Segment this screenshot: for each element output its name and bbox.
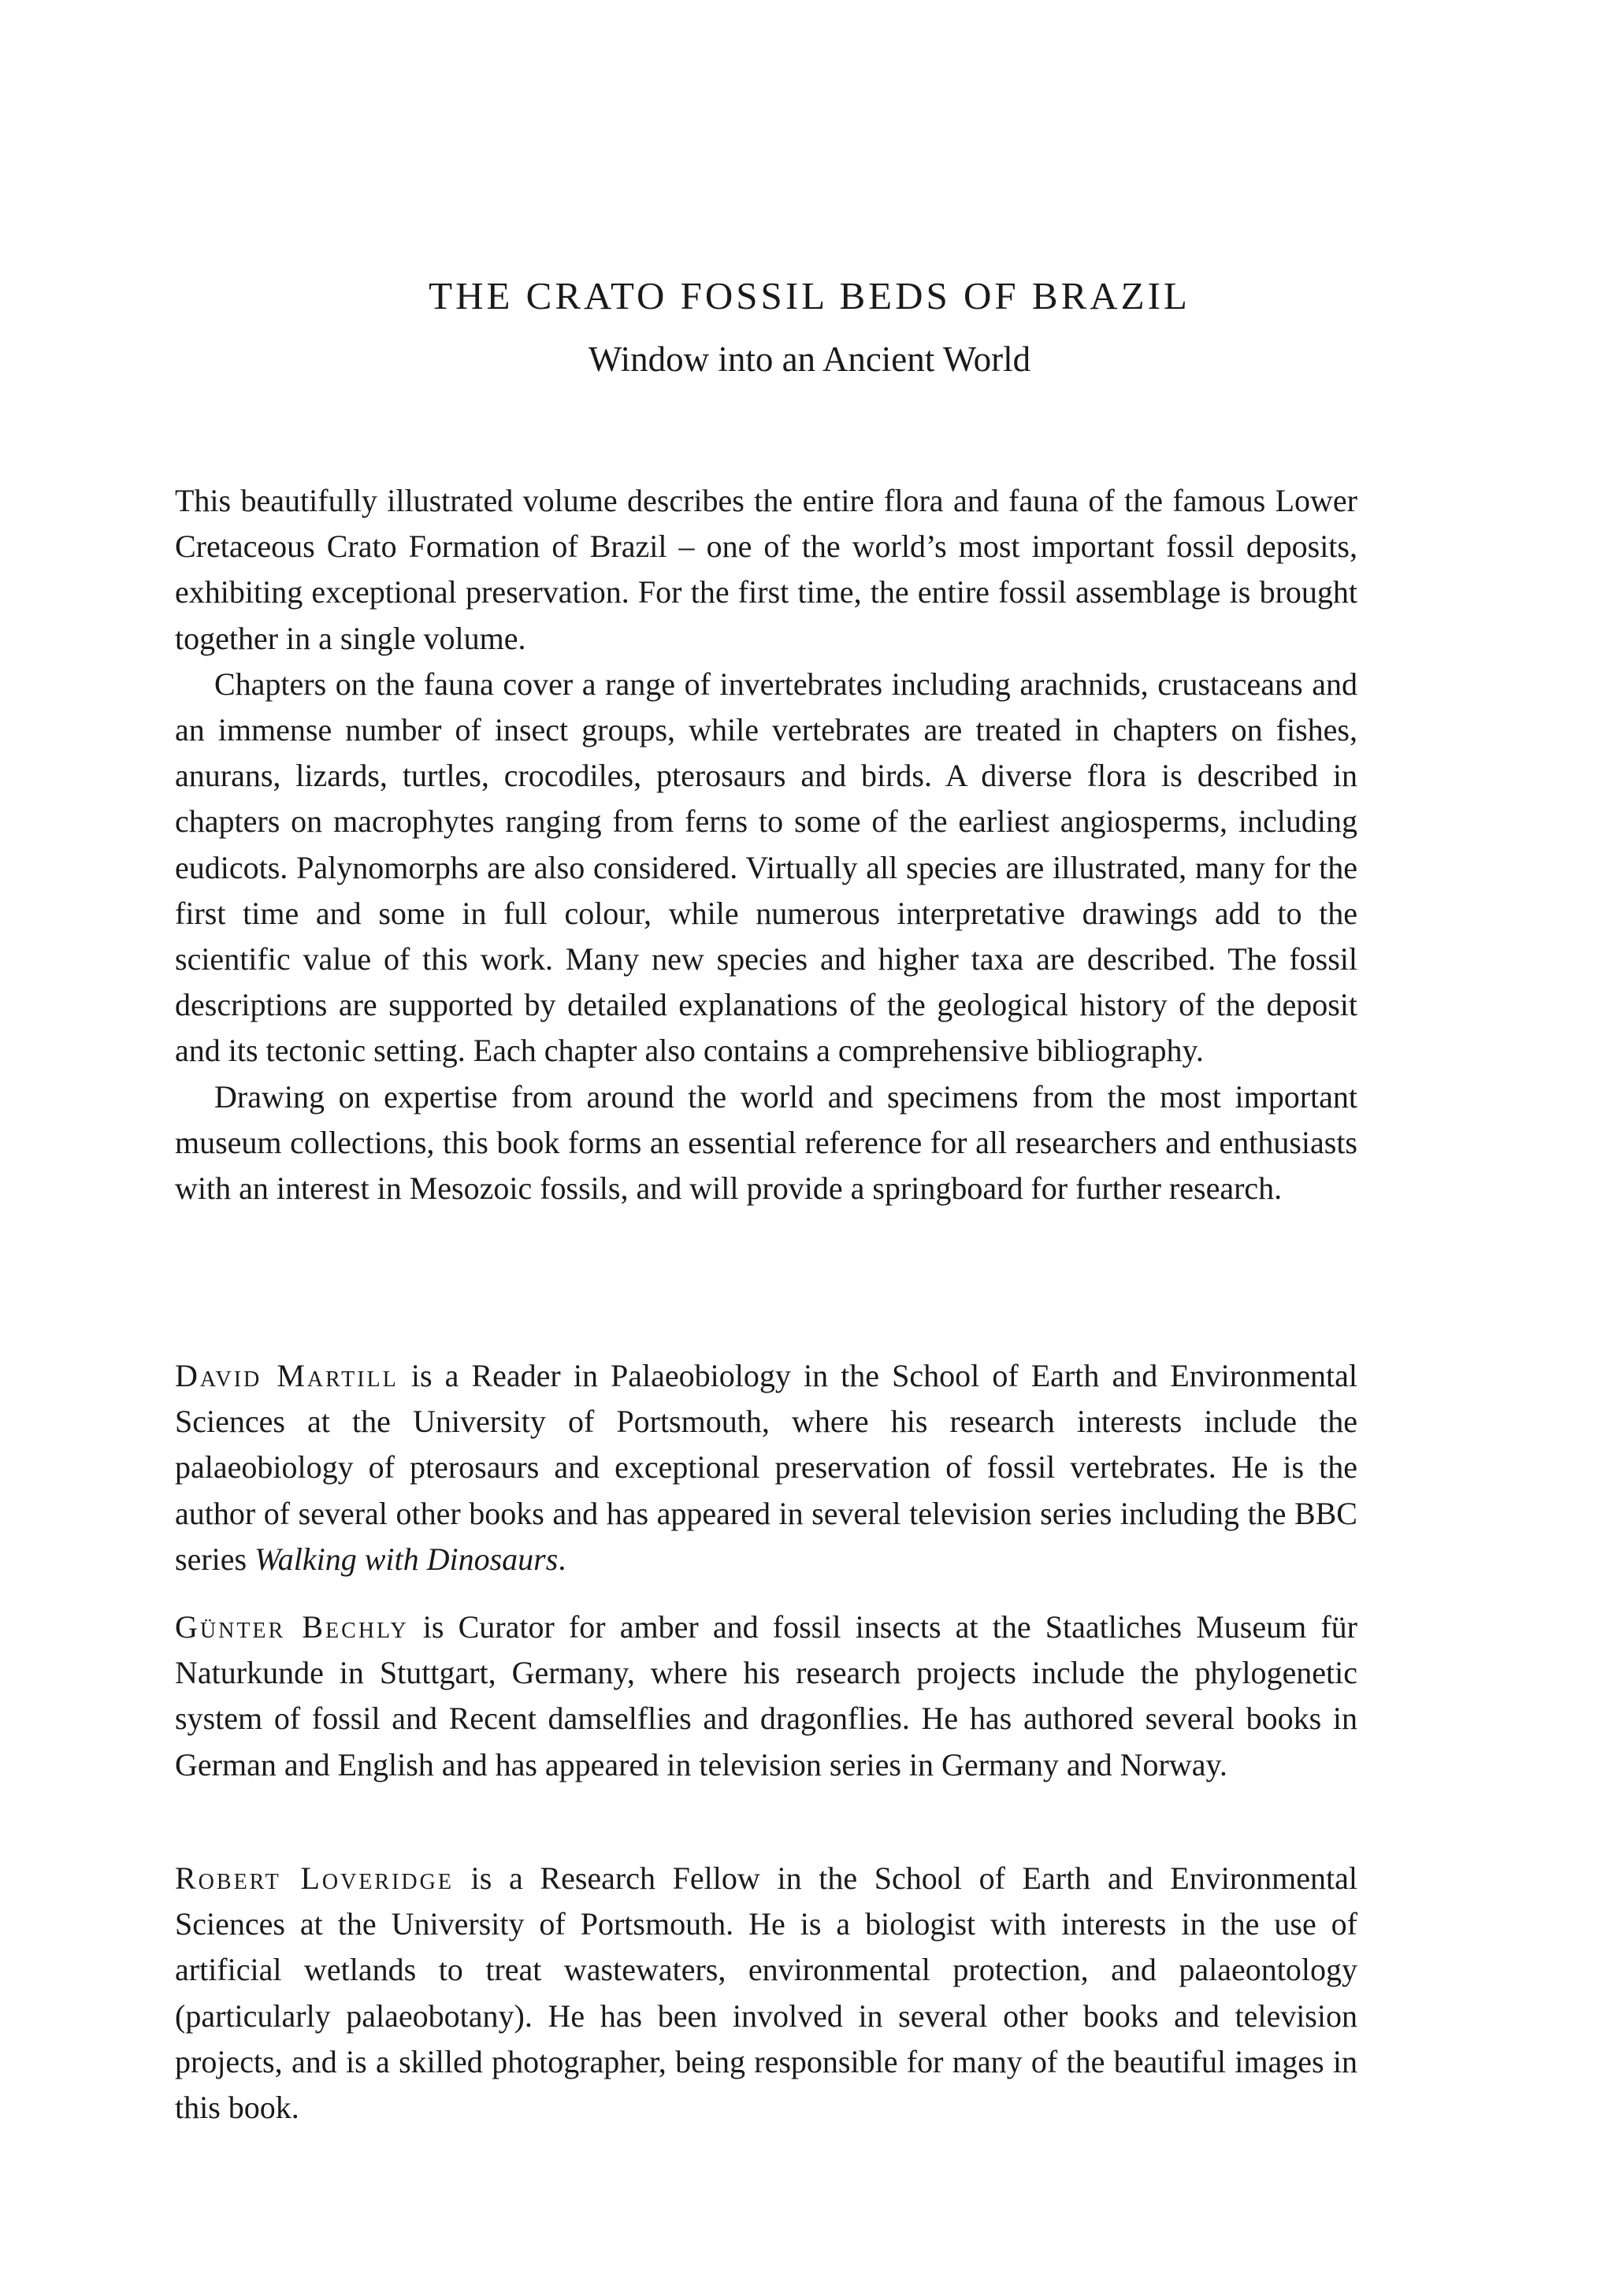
book-description xyxy=(175,478,1357,1211)
author-bio-text xyxy=(175,1353,1357,1582)
description-paragraph: This beautifully illustrated volume describes the entire flora and fauna of the famous Lower Cretaceous Crato Formation of Brazil – one of the world’s most important fossil deposits, exhibiting exceptional preservation. For the first time, the entire fossil assemblage is brought together in a single volume. xyxy=(175,483,1357,656)
author-name: David Martill xyxy=(175,1358,399,1393)
author-bio-bechly xyxy=(175,1604,1357,1788)
author-bio-body: is Curator for amber and fossil insects at the Staatliches Museum für Naturkunde in Stuttgart, Germany, where his research projects include the phylogenetic system of fossil and Recent damselflies and dragonflies. He has authored several books in German and English and has appeared in television series in Germany and Norway. xyxy=(175,1609,1358,1782)
author-bio-text xyxy=(175,1604,1357,1788)
book-subtitle: Window into an Ancient World xyxy=(588,339,1031,379)
author-name: Günter Bechly xyxy=(175,1609,409,1645)
book-title: THE CRATO FOSSIL BEDS OF BRAZIL xyxy=(429,274,1190,317)
description-paragraph: Chapters on the fauna cover a range of invertebrates including arachnids, crustaceans and an immense number of insect groups, while vertebrates are treated in chapters on fishes, anurans, lizards, turtles, crocodiles, pterosaurs and birds. A diverse flora is described in chapters on macrophytes ranging from ferns to some of the earliest angiosperms, including eudicots. Palynomorphs are also considered. Virtually all species are illustrated, many for the first time and some in full colour, while numerous interpretative drawings add to the scientific value of this work. Many new species and higher taxa are described. The fossil descriptions are supported by detailed explanations of the geological history of the deposit and its tectonic setting. Each chapter also contains a comprehensive bibliography. xyxy=(175,666,1357,1069)
author-bio-text xyxy=(175,1856,1357,2131)
description-paragraph: Drawing on expertise from around the world and specimens from the most important museum collections, this book forms an essential reference for all researchers and enthusiasts with an interest in Mesozoic fossils, and will provide a springboard for further research. xyxy=(175,1078,1357,1207)
author-bio-martill xyxy=(175,1353,1357,1582)
series-title: Walking with Dinosaurs xyxy=(254,1541,559,1577)
author-bio-loveridge xyxy=(175,1856,1357,2131)
author-bio-body: is a Research Fellow in the School of Earth and Environmental Sciences at the University of Portsmouth. He is a biologist with interests in the use of artificial wetlands to treat wastewaters, environmental protection, and palaeontology (particularly palaeobotany). He has been involved in several other books and television projects, and is a skilled photographer, being responsible for many of the beautiful images in this book. xyxy=(175,1860,1357,2126)
author-bio-end: . xyxy=(558,1541,566,1577)
author-name: Robert Loveridge xyxy=(175,1860,454,1896)
author-bio-body: is a Reader in Palaeobiology in the School of Earth and Environmental Sciences at the University of Portsmouth, where his research interests include the palaeobiology of pterosaurs and exceptional preservation of fossil vertebrates. He is the author of several other books and has appeared in several television series including the BBC series xyxy=(175,1358,1357,1577)
